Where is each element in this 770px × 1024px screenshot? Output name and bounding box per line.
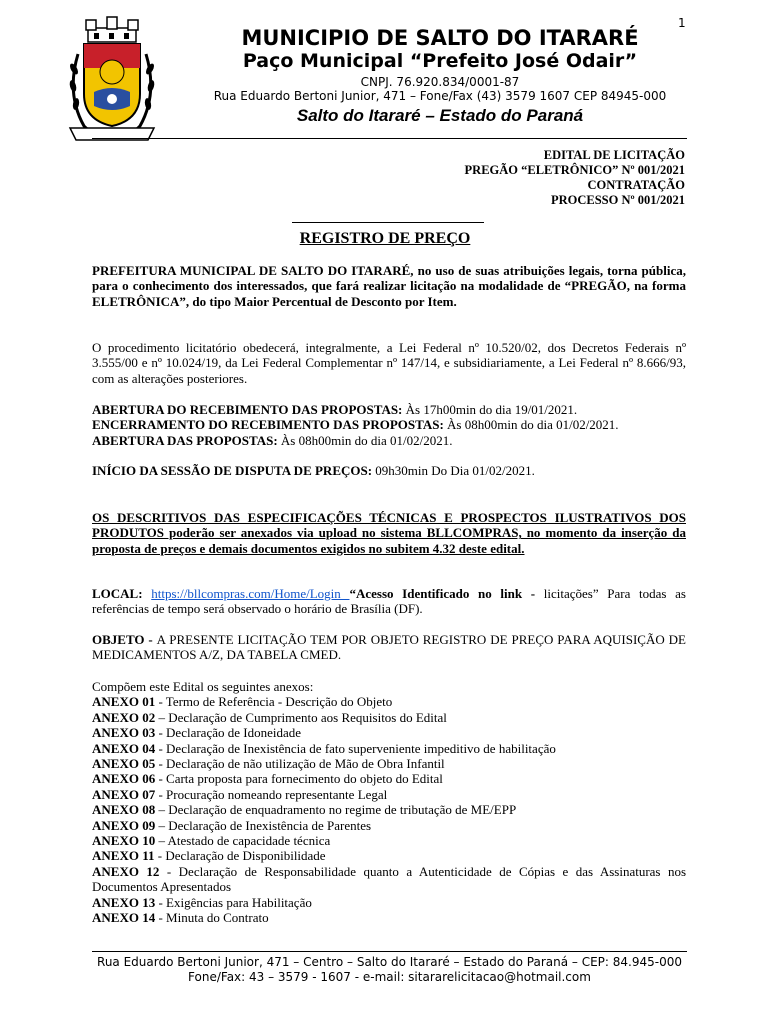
procedure-paragraph: O procedimento licitatório obedecerá, integralmente, a Lei Federal nº 10.520/02, dos Decretos Federais nº 3.555/00 e nº 10.024/19, da Lei Federal Complementar nº 147/14, e subsidiariamente, a Lei Federal nº 8.666/93, com as alterações posteriores.	[92, 340, 686, 386]
anexo-label: ANEXO 05	[92, 756, 156, 772]
abertura-recebimento	[92, 402, 686, 417]
abertura-propostas-label: ABERTURA DAS PROPOSTAS:	[92, 432, 278, 448]
list-item	[92, 848, 686, 863]
anexos-block	[92, 679, 686, 926]
descritivos-paragraph	[92, 510, 686, 556]
list-item	[92, 802, 686, 817]
anexo-text: - Declaração de Inexistência de fato superveniente impeditivo de habilitação	[155, 740, 556, 756]
anexo-label: ANEXO 10	[92, 833, 156, 849]
pregao-line: PREGÃO “ELETRÔNICO” Nº 001/2021	[464, 163, 685, 177]
intro-text: PREFEITURA MUNICIPAL DE SALTO DO ITARARÉ, no uso de suas atribuições legais, torna pública, para o conhecimento dos interessados, que fará realizar licitação na modalidade de “PREGÃO, na forma ELETRÔNICA”, do tipo Maior Percentual de Desconto por Item.	[92, 263, 686, 309]
edital-line: EDITAL DE LICITAÇÃO	[543, 148, 685, 162]
abertura-value: Às 17h00min do dia 19/01/2021.	[402, 402, 578, 417]
page-number: 1	[678, 16, 686, 30]
municipal-palace-subtitle: Paço Municipal “Prefeito José Odair”	[242, 50, 638, 72]
anexo-label: ANEXO 06	[92, 771, 156, 787]
intro-paragraph	[92, 263, 686, 309]
objeto-text: A PRESENTE LICITAÇÃO TEM POR OBJETO REGISTRO DE PREÇO PARA AQUISIÇÃO DE MEDICAMENTOS A/Z, DA TABELA CMED.	[92, 632, 686, 663]
anexo-text: – Declaração de Cumprimento aos Requisitos do Edital	[155, 709, 447, 725]
anexo-text: – Declaração de Inexistência de Parentes	[155, 817, 372, 833]
anexo-text: - Declaração de Idoneidade	[155, 725, 302, 741]
anexo-label: ANEXO 14	[92, 910, 156, 926]
list-item	[92, 895, 686, 910]
footer	[92, 955, 687, 985]
encerramento-value: Às 08h00min do dia 01/02/2021.	[443, 417, 619, 433]
anexo-label: ANEXO 07	[92, 786, 156, 802]
anexo-list	[92, 694, 686, 925]
encerramento-recebimento	[92, 417, 686, 432]
footer-address: Rua Eduardo Bertoni Junior, 471 – Centro – Salto do Itararé – Estado do Paraná – CEP: 84.945-000	[97, 955, 682, 969]
objeto-label: OBJETO -	[92, 632, 157, 647]
anexo-label: ANEXO 02	[92, 709, 156, 725]
anexo-text: - Declaração de Responsabilidade quanto a Autenticidade de Cópias e das Assinaturas nos Documentos Apresentados	[92, 863, 686, 895]
state-text: Salto do Itararé – Estado do Paraná	[296, 106, 584, 125]
registro-title: REGISTRO DE PREÇO	[299, 230, 471, 247]
list-item	[92, 694, 686, 709]
anexo-label: ANEXO 03	[92, 725, 156, 741]
anexo-text: – Atestado de capacidade técnica	[155, 833, 331, 849]
list-item	[92, 787, 686, 802]
contratacao-line: CONTRATAÇÃO	[587, 178, 685, 192]
list-item	[92, 710, 686, 725]
inicio-value: 09h30min Do Dia 01/02/2021.	[372, 463, 535, 478]
list-item	[92, 818, 686, 833]
list-item	[92, 756, 686, 771]
anexo-text: – Declaração de enquadramento no regime de tributação de ME/EPP	[155, 802, 517, 818]
abertura-label: ABERTURA DO RECEBIMENTO DAS PROPOSTAS:	[92, 402, 403, 417]
anexo-label: ANEXO 11	[92, 848, 155, 864]
anexo-text: - Procuração nomeando representante Legal	[155, 786, 388, 802]
anexo-label: ANEXO 12	[92, 863, 160, 879]
anexo-text: - Minuta do Contrato	[155, 910, 269, 926]
title-separator	[292, 222, 484, 223]
inicio-sessao	[92, 463, 686, 478]
local-rest-text: licitações” Para todas as referências de tempo será observado o horário de Brasília (DF).	[92, 586, 686, 617]
anexo-label: ANEXO 09	[92, 817, 156, 833]
abertura-propostas	[92, 433, 686, 448]
local-paragraph	[92, 586, 686, 617]
header-divider	[92, 138, 687, 139]
inicio-label: INÍCIO DA SESSÃO DE DISPUTA DE PREÇOS:	[92, 463, 373, 478]
abertura-propostas-value: Às 08h00min do dia 01/02/2021.	[277, 432, 453, 448]
municipal-coat-of-arms-logo	[64, 14, 160, 146]
anexo-text: - Termo de Referência - Descrição do Objeto	[155, 694, 393, 710]
anexos-intro: Compõem este Edital os seguintes anexos:	[92, 679, 314, 694]
footer-contact: Fone/Fax: 43 – 3579 - 1607 - e-mail: sitararelicitacao@hotmail.com	[188, 970, 591, 984]
letterhead	[170, 26, 710, 127]
processo-line: PROCESSO Nº 001/2021	[550, 193, 685, 207]
anexo-text: - Declaração de não utilização de Mão de Obra Infantil	[155, 756, 445, 772]
cnpj-text: CNPJ. 76.920.834/0001-87	[360, 75, 520, 89]
anexo-text: - Exigências para Habilitação	[155, 894, 312, 910]
encerramento-label: ENCERRAMENTO DO RECEBIMENTO DAS PROPOSTAS:	[92, 417, 444, 433]
anexo-label: ANEXO 08	[92, 802, 156, 818]
crown-icon	[86, 17, 138, 42]
list-item	[92, 910, 686, 925]
anexo-label: ANEXO 13	[92, 894, 156, 910]
descritivos-text: OS DESCRITIVOS DAS ESPECIFICAÇÕES TÉCNICAS E PROSPECTOS ILUSTRATIVOS DOS PRODUTOS poderão ser anexados via upload no sistema BLLCOMPRAS, no momento da inserção da proposta de preços e demais documentos exigidos no subitem 4.32 deste edital.	[92, 510, 686, 556]
list-item	[92, 771, 686, 786]
dates-block	[92, 402, 686, 448]
anexo-label: ANEXO 01	[92, 694, 156, 710]
header-address: Rua Eduardo Bertoni Junior, 471 – Fone/Fax (43) 3579 1607 CEP 84945-000	[213, 89, 667, 103]
list-item	[92, 864, 686, 895]
edital-info	[465, 148, 685, 208]
anexo-text: - Declaração de Disponibilidade	[154, 848, 326, 864]
municipality-title: MUNICIPIO DE SALTO DO ITARARÉ	[241, 26, 639, 50]
footer-divider	[92, 951, 687, 952]
list-item	[92, 725, 686, 740]
bllcompras-login-link[interactable]: https://bllcompras.com/Home/Login	[151, 586, 350, 601]
anexo-label: ANEXO 04	[92, 740, 156, 756]
anexo-text: - Carta proposta para fornecimento do objeto do Edital	[155, 771, 443, 787]
local-bold-text: “Acesso Identificado no link -	[349, 586, 544, 601]
local-label: LOCAL:	[92, 586, 143, 601]
list-item	[92, 833, 686, 848]
objeto-paragraph	[92, 632, 686, 663]
list-item	[92, 741, 686, 756]
